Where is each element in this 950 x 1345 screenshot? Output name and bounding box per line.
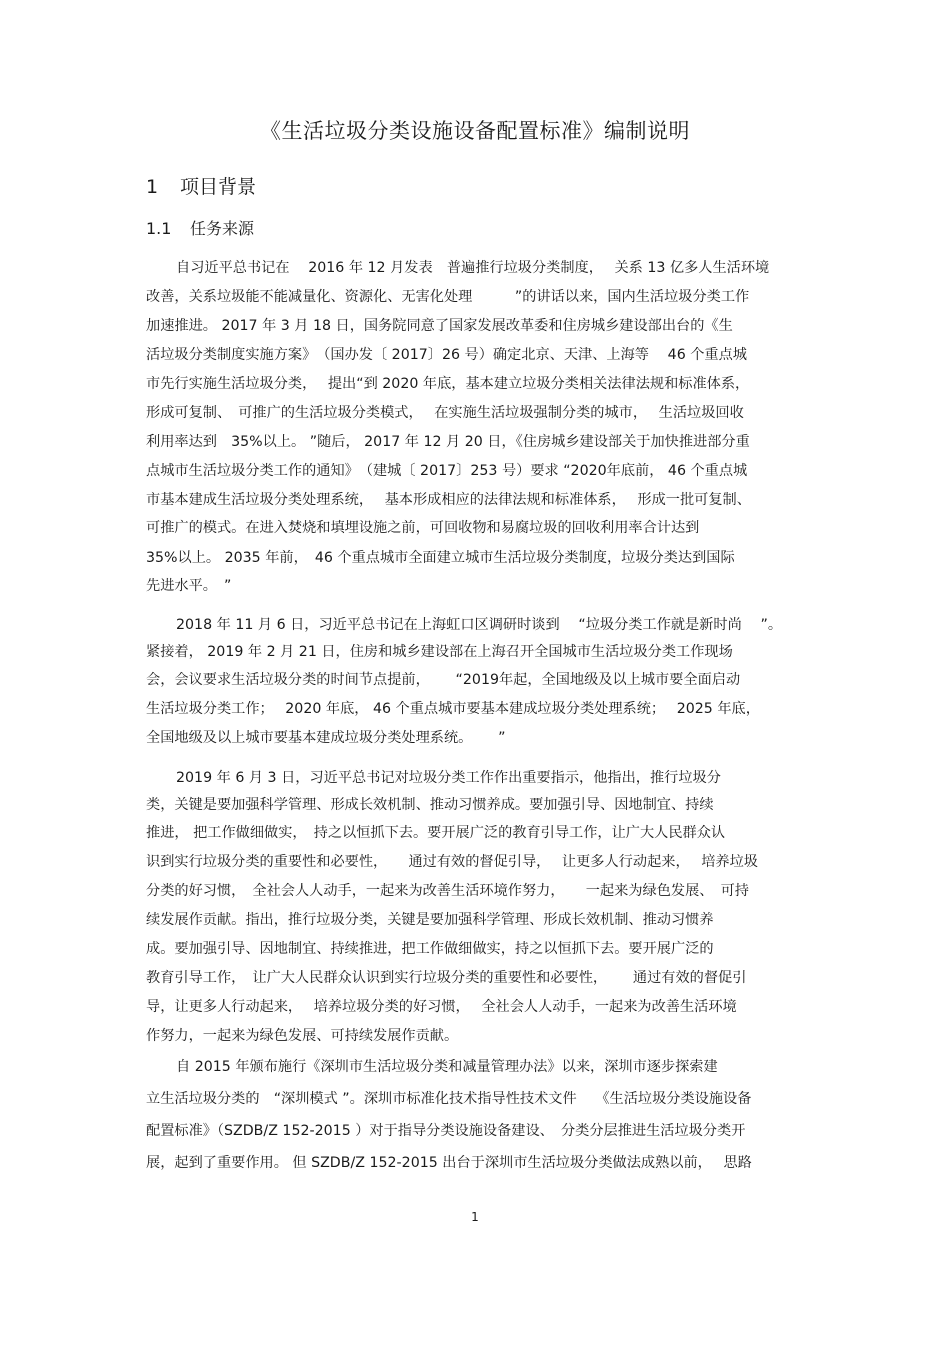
page-number: 1 [471, 1210, 479, 1224]
paragraph-line: 2019 年 6 月 3 日，习近平总书记对垃圾分类工作作出重要指示，他指出，推行垃圾分 [176, 770, 721, 786]
paragraph-line: 活垃圾分类制度实施方案》 （国办发〔 2017〕26 号）确定北京、天津、上海等 46 个重点城 [146, 347, 747, 363]
paragraph-line: 紧接着， 2019 年 2 月 21 日，住房和城乡建设部在上海召开全国城市生活垃圾分类工作现场 [146, 644, 733, 660]
paragraph-line: 形成可复制、 可推广的生活垃圾分类模式， 在实施生活垃圾强制分类的城市， 生活垃圾回收 [146, 405, 744, 421]
paragraph-line: 可推广的模式。在进入焚烧和填埋设施之前，可回收物和易腐垃圾的回收利用率合计达到 [146, 520, 700, 536]
paragraph-line: 2018 年 11 月 6 日，习近平总书记在上海虹口区调研时谈到 “垃圾分类工作就是新时尚 ”。 [176, 617, 783, 633]
paragraph-line: 市基本建成生活垃圾分类处理系统， 基本形成相应的法律法规和标准体系， 形成一批可复制、 [146, 492, 751, 508]
paragraph-line: 自习近平总书记在 2016 年 12 月发表 普遍推行垃圾分类制度， 关系 13 亿多人生活环境 [176, 260, 770, 276]
subsection-heading [146, 215, 254, 243]
paragraph-line: 分类的好习惯， 全社会人人动手，一起来为改善生活环境作努力， 一起来为绿色发展、 可持 [146, 883, 749, 899]
paragraph-line: 识到实行垃圾分类的重要性和必要性， 通过有效的督促引导， 让更多人行动起来， 培养垃圾 [146, 854, 758, 870]
paragraph-line: 续发展作贡献。指出，推行垃圾分类，关键是要加强科学管理、形成长效机制、推动习惯养 [146, 912, 714, 928]
paragraph-line: 配置标准》（SZDB/Z 152-2015 ）对于指导分类设施设备建设、 分类分层推进生活垃圾分类开 [146, 1123, 746, 1139]
paragraph-line: 成。要加强引导、因地制宜、持续推进，把工作做细做实，持之以恒抓下去。要开展广泛的 [146, 941, 714, 957]
paragraph-line: 点城市生活垃圾分类工作的通知》 （建城〔 2017〕253 号）要求 “2020年底前， 46 个重点城 [146, 463, 748, 479]
paragraph-line: 教育引导工作， 让广大人民群众认识到实行垃圾分类的重要性和必要性， 通过有效的督促引 [146, 970, 747, 986]
paragraph-line: 利用率达到 35%以上。 ”随后， 2017 年 12 月 20 日，《住房城乡建设部关于加快推进部分重 [146, 434, 750, 450]
section-number: 1 [146, 176, 159, 198]
paragraph-line: 导，让更多人行动起来， 培养垃圾分类的好习惯， 全社会人人动手，一起来为改善生活环境 [146, 999, 737, 1015]
paragraph-line: 自 2015 年颁布施行《深圳市生活垃圾分类和减量管理办法》以来，深圳市逐步探索建 [176, 1059, 718, 1075]
paragraph-line: 35%以上。 2035 年前， 46 个重点城市全面建立城市生活垃圾分类制度，垃圾分类达到国际 [146, 550, 735, 566]
paragraph-line: 先进水平。 ” [146, 578, 232, 594]
paragraph-line: 全国地级及以上城市要基本建成垃圾分类处理系统。 ” [146, 730, 506, 746]
paragraph-line: 类，关键是要加强科学管理、形成长效机制、推动习惯养成。要加强引导、因地制宜、持续 [146, 797, 714, 813]
paragraph-line: 推进， 把工作做细做实， 持之以恒抓下去。要开展广泛的教育引导工作，让广大人民群众认 [146, 825, 726, 841]
paragraph-line: 市先行实施生活垃圾分类， 提出“到 2020 年底，基本建立垃圾分类相关法律法规和标准体系， [146, 376, 750, 392]
paragraph-line: 作努力，一起来为绿色发展、可持续发展作贡献。 [146, 1028, 459, 1044]
paragraph-line: 立生活垃圾分类的 “深圳模式 ”。深圳市标准化技术指导性技术文件 《生活垃圾分类设施设备 [146, 1091, 752, 1107]
paragraph-line: 生活垃圾分类工作； 2020 年底， 46 个重点城市要基本建成垃圾分类处理系统； 2025 年底， [146, 701, 760, 717]
paragraph-line: 会，会议要求生活垃圾分类的时间节点提前， “2019年起，全国地级及以上城市要全面启动 [146, 672, 741, 688]
section-label: 项目背景 [180, 176, 257, 198]
document-title: 《生活垃圾分类设施设备配置标准》编制说明 [260, 119, 690, 143]
paragraph-line: 改善，关系垃圾能不能减量化、资源化、无害化处理 ”的讲话以来，国内生活垃圾分类工作 [146, 289, 750, 305]
subsection-number: 1.1 [146, 219, 172, 238]
section-heading [146, 172, 256, 202]
subsection-label: 任务来源 [190, 219, 255, 238]
paragraph-line: 加速推进。 2017 年 3 月 18 日，国务院同意了国家发展改革委和住房城乡建设部出台的《生 [146, 318, 733, 334]
paragraph-line: 展，起到了重要作用。 但 SZDB/Z 152-2015 出台于深圳市生活垃圾分类做法成熟以前， 思路 [146, 1155, 752, 1171]
